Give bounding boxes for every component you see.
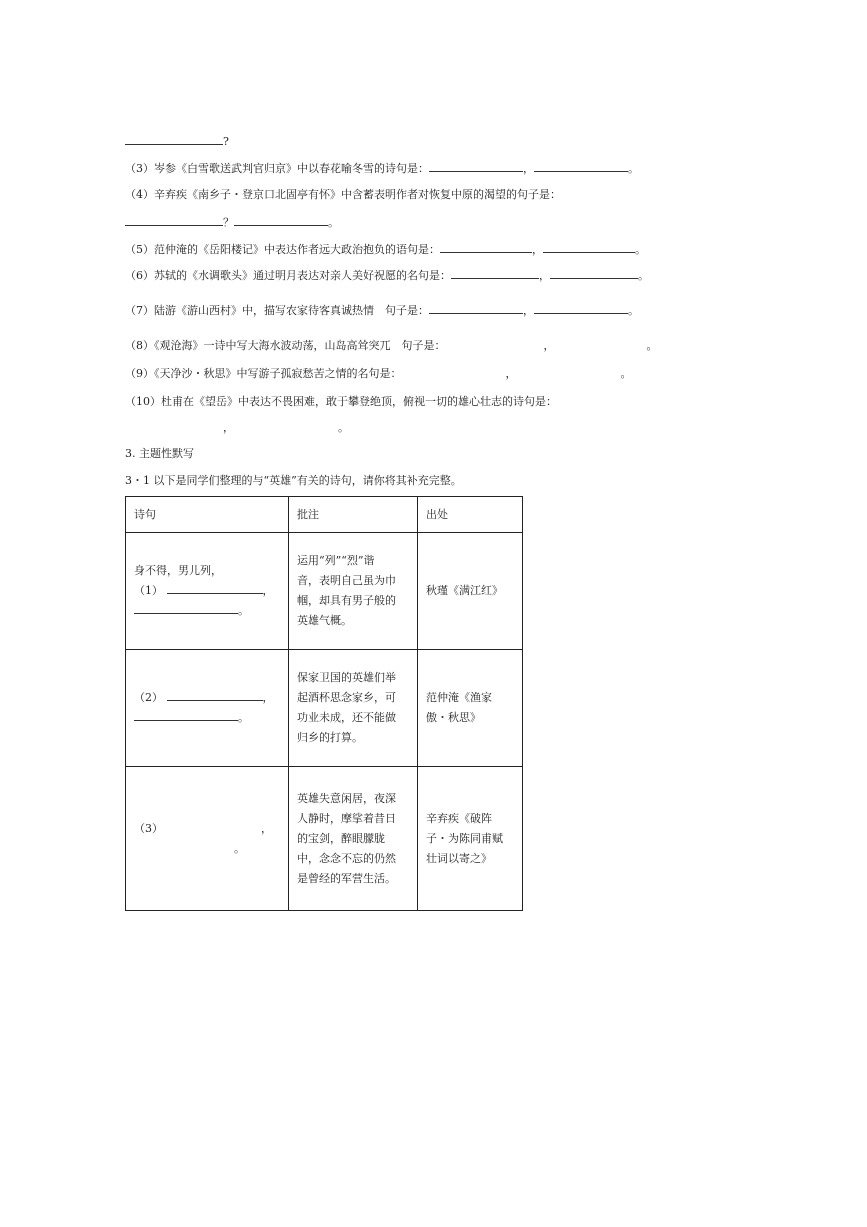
answer-blank — [534, 303, 628, 314]
answer-blank — [167, 690, 263, 701]
question-3 — [125, 161, 639, 176]
item-number: （2） — [134, 691, 163, 704]
separator: ， — [505, 367, 517, 380]
answer-blank — [125, 134, 223, 145]
question-10 — [125, 395, 557, 409]
source-cell — [418, 767, 523, 911]
answer-blank — [167, 583, 263, 594]
header-source: 出处 — [418, 497, 523, 533]
poem-line — [134, 688, 280, 708]
note-line: 运用“列”“烈”谐 — [297, 554, 375, 567]
note-line: 中，念念不忘的仍然 — [297, 851, 396, 865]
question-6 — [125, 268, 649, 283]
note-line: 是曾经的军营生活。 — [297, 871, 396, 885]
answer-blank — [550, 268, 638, 279]
separator: ， — [523, 304, 534, 317]
table-header-row — [126, 497, 523, 533]
poem-line — [134, 581, 280, 601]
answer-blank — [134, 603, 238, 614]
question-4-answer — [125, 215, 339, 230]
fragment-line — [125, 134, 229, 149]
end-mark: 。 — [234, 841, 245, 855]
answer-blank — [534, 161, 628, 172]
answer-blank — [440, 242, 532, 253]
source-line: 傲・秋思》 — [426, 711, 481, 724]
poem-line — [134, 839, 280, 859]
note-line: 归乡的打算。 — [297, 731, 363, 744]
note-line: 英雄失意闲居，夜深 — [297, 791, 396, 805]
item-number: （3） — [134, 821, 163, 835]
note-line: 英雄气概。 — [297, 614, 352, 627]
answer-blank — [451, 268, 539, 279]
question-text: （9）《天净沙・秋思》中写游子孤寂愁苦之情的名句是： — [125, 367, 402, 380]
end-mark: 。 — [638, 269, 649, 282]
note-line: 功业未成，还不能做 — [297, 711, 396, 724]
note-line: 起酒杯思念家乡，可 — [297, 691, 396, 704]
header-note: 批注 — [289, 497, 418, 533]
poem-line — [134, 819, 280, 839]
question-text: （5）范仲淹的《岳阳楼记》中表达作者远大政治抱负的语句是： — [125, 243, 440, 256]
question-9 — [125, 367, 632, 381]
source-cell — [418, 650, 523, 767]
poem-cell — [126, 650, 289, 767]
section-intro: 3・1 以下是同学们整理的与“英雄”有关的诗句，请你将其补充完整。 — [125, 474, 462, 487]
question-4 — [125, 188, 561, 202]
source-line: 子・为陈同甫赋 — [426, 831, 503, 845]
poem-cell — [126, 533, 289, 650]
note-line: 保家卫国的英雄们举 — [297, 671, 396, 684]
poem-line — [134, 601, 280, 621]
separator: ， — [543, 339, 555, 352]
end-mark: 。 — [338, 421, 349, 434]
end-mark: 。 — [620, 367, 632, 380]
end-mark: 。 — [328, 216, 339, 229]
answer-blank — [134, 710, 238, 721]
poem-cell — [126, 767, 289, 911]
answer-blank — [234, 215, 328, 226]
end-mark: 。 — [635, 243, 646, 256]
answer-blank — [429, 303, 523, 314]
end-mark: 。 — [238, 711, 249, 724]
separator: ， — [223, 421, 234, 434]
poem-table — [125, 496, 523, 911]
source-line: 范仲淹《渔家 — [426, 691, 492, 704]
question-5 — [125, 242, 646, 257]
answer-blank — [125, 215, 223, 226]
source-line: 壮词以寄之》 — [426, 851, 492, 865]
header-poem: 诗句 — [126, 497, 289, 533]
note-line: 音，表明自己虽为巾 — [297, 574, 396, 587]
poem-line: 身不得，男儿列， — [134, 564, 222, 577]
line-tail: ? — [223, 135, 229, 148]
separator: ， — [532, 243, 543, 256]
note-cell — [289, 650, 418, 767]
note-line: 的宝剑，醉眼朦胧 — [297, 831, 385, 845]
note-line: 帼，却具有男子般的 — [297, 594, 396, 607]
source-cell: 秋瑾《满江红》 — [418, 533, 523, 650]
question-text: （7）陆游《游山西村》中，描写农家待客真诚热情 句子是： — [125, 304, 429, 317]
separator: ， — [261, 821, 272, 835]
separator: ， — [523, 162, 534, 175]
question-text: （3）岑参《白雪歌送武判官归京》中以春花喻冬雪的诗句是： — [125, 162, 429, 175]
table-row — [126, 650, 523, 767]
question-8 — [125, 339, 658, 353]
separator: ？ — [223, 216, 234, 229]
section-title: 3. 主题性默写 — [125, 447, 194, 460]
question-text: （6）苏轼的《水调歌头》通过明月表达对亲人美好祝愿的名句是： — [125, 269, 451, 282]
source-line: 辛弃疾《破阵 — [426, 811, 492, 825]
note-cell — [289, 767, 418, 911]
end-mark: 。 — [238, 604, 249, 617]
separator: ， — [262, 584, 274, 597]
answer-blank — [429, 161, 523, 172]
answer-blank — [543, 242, 635, 253]
end-mark: 。 — [628, 304, 639, 317]
question-text: （8）《观沧海》一诗中写大海水波动荡，山岛高耸突兀 句子是： — [125, 339, 446, 352]
question-7 — [125, 303, 639, 318]
separator: ， — [539, 269, 550, 282]
end-mark: 。 — [628, 162, 639, 175]
table-row — [126, 767, 523, 911]
poem-line — [134, 708, 280, 728]
note-line: 人静时，摩挲着昔日 — [297, 811, 396, 825]
item-number: （1） — [134, 584, 163, 597]
table-row — [126, 533, 523, 650]
note-cell — [289, 533, 418, 650]
separator: ， — [262, 691, 274, 704]
end-mark: 。 — [646, 339, 658, 352]
question-10-answer — [125, 421, 349, 435]
question-text: （4）辛弃疾《南乡子・登京口北固亭有怀》中含蓄表明作者对恢复中原的渴望的句子是： — [125, 188, 561, 201]
question-text: （10）杜甫在《望岳》中表达不畏困难，敢于攀登绝顶，俯视一切的雄心壮志的诗句是： — [125, 395, 557, 408]
